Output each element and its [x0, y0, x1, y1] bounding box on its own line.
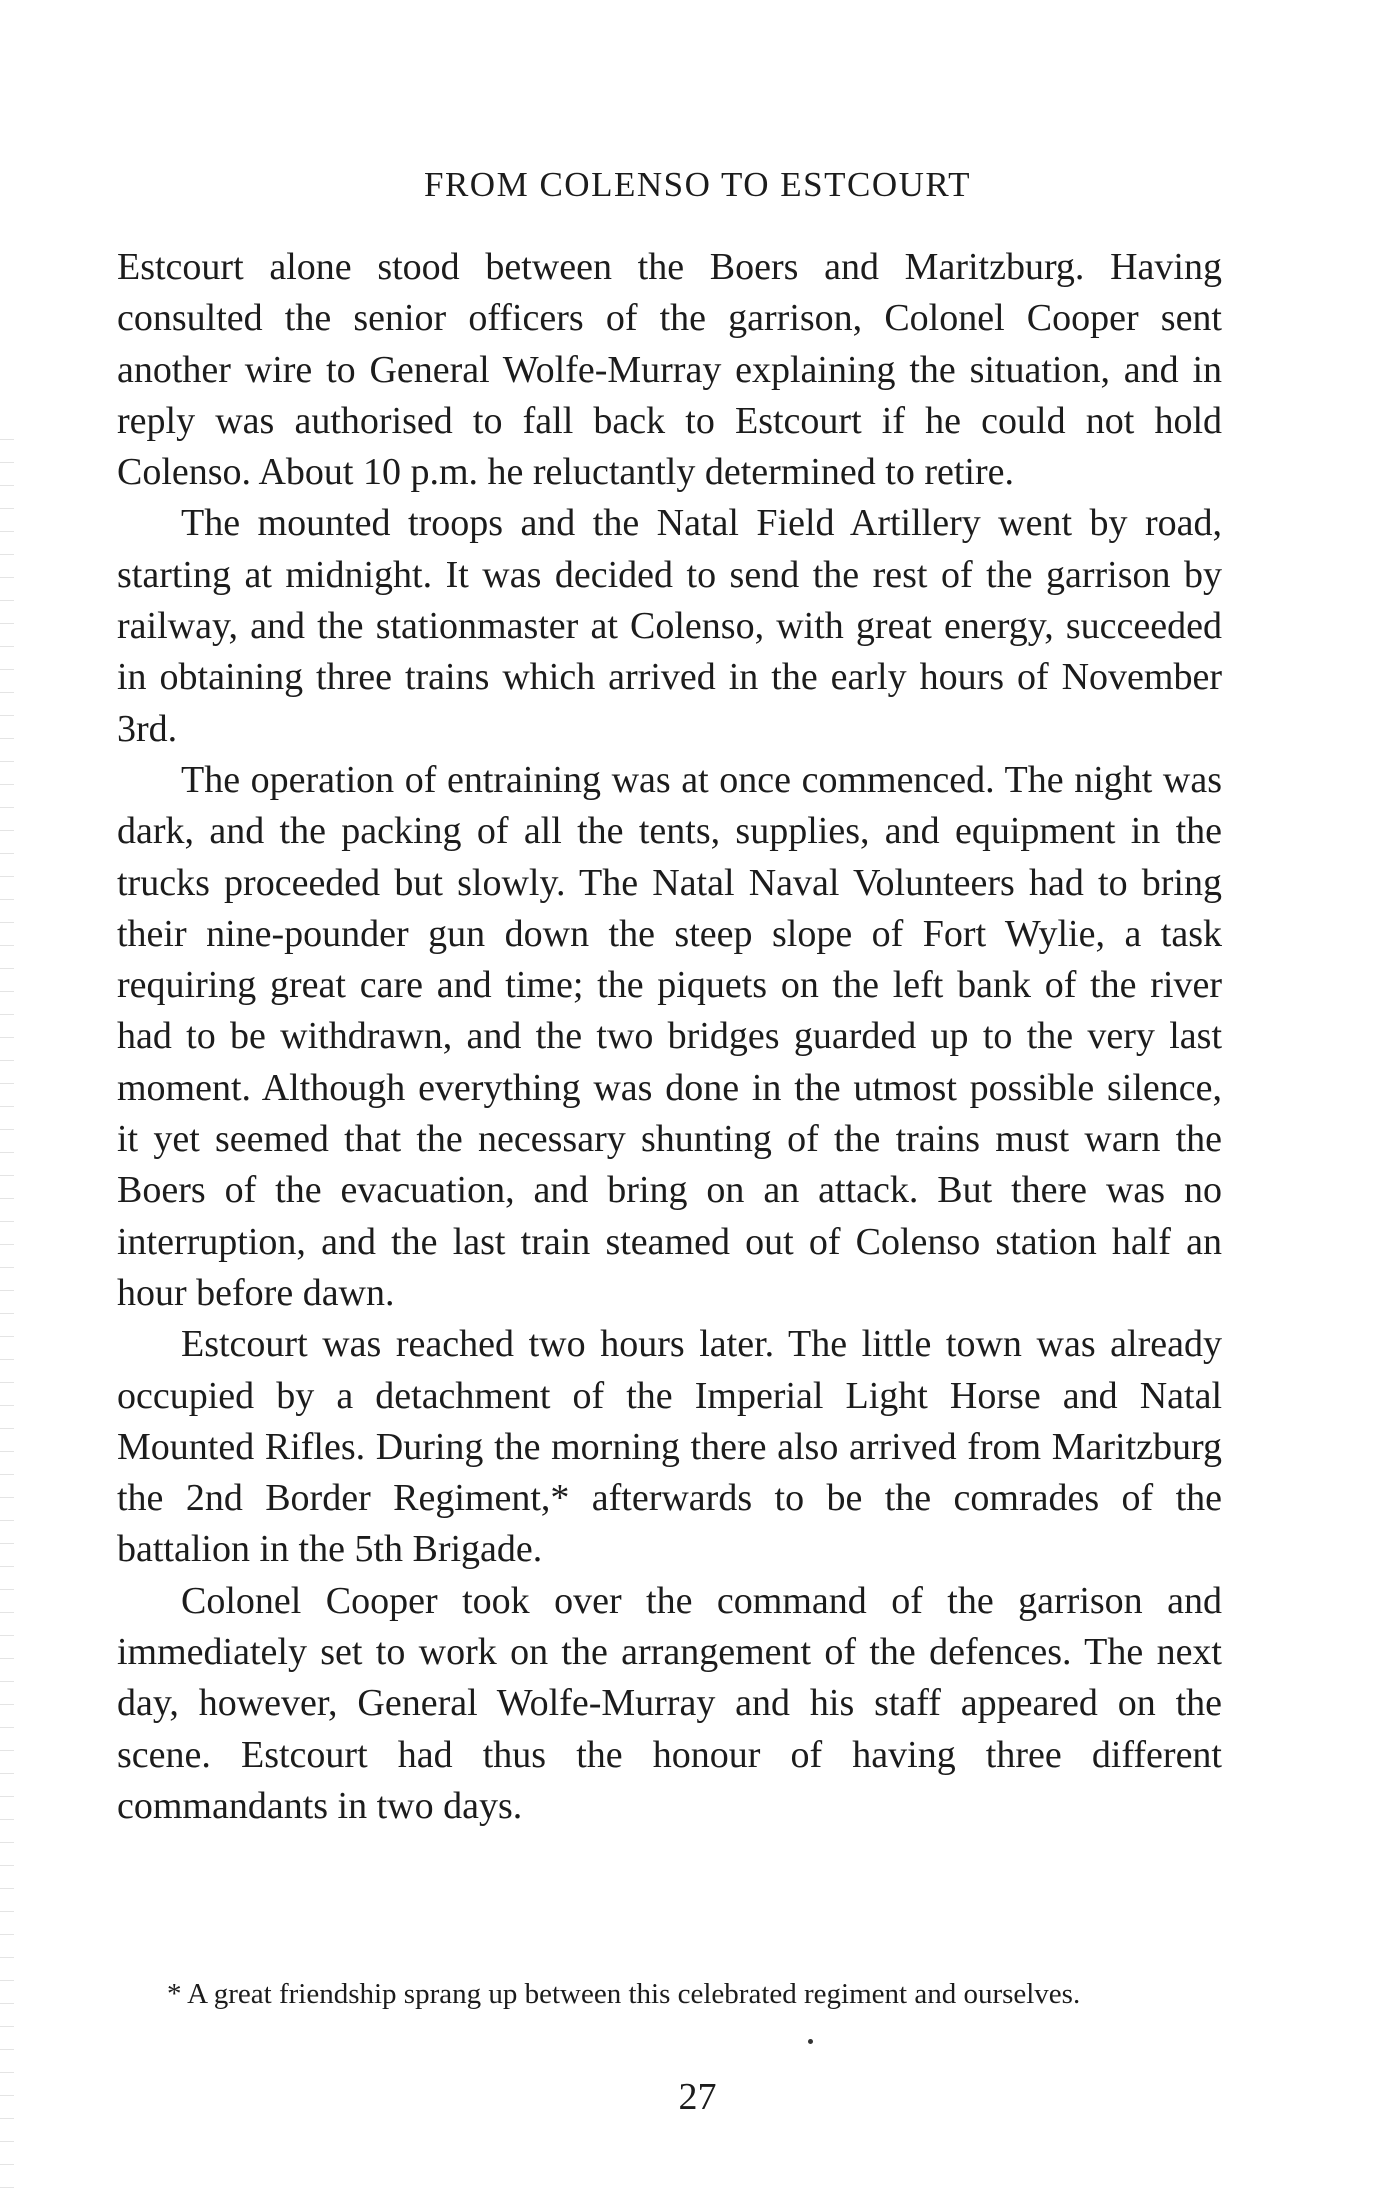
- paragraph-1: Estcourt alone stood between the Boers and Maritzburg. Having consulted the senior officers of the garrison, Colonel Cooper sent another wire to General Wolfe-Murray explaining the situation, and in reply was authorised to fall back to Estcourt if he could not hold Colenso. About 10 p.m. he reluctantly determined to retire.: [117, 246, 1222, 494]
- paragraph-4: Estcourt was reached two hours later. The little town was already occupied by a detachment of the Imperial Light Horse and Natal Mounted Rifles. During the morning there also arrived from Maritzburg the 2nd Border Regiment,* afterwards to be the comrades of the battalion in the 5th Brigade.: [117, 1323, 1222, 1571]
- paragraph-3: The operation of entraining was at once commenced. The night was dark, and the packing of all the tents, supplies, and equipment in the trucks proceeded but slowly. The Natal Naval Volunteers had to bring their nine-pounder gun down the steep slope of Fort Wylie, a task requiring great care and time; the piquets on the left bank of the river had to be withdrawn, and the two bridges guarded up to the very last moment. Although everything was done in the utmost possible silence, it yet seemed that the necessary shunting of the trains must warn the Boers of the evacuation, and bring on an attack. But there was no interruption, and the last train steamed out of Colenso station half an hour before dawn.: [117, 758, 1222, 1314]
- footnote: * A great friendship sprang up between this celebrated regiment and ourselves.: [167, 1978, 1081, 2010]
- paragraph-2: The mounted troops and the Natal Field Artillery went by road, starting at midnight. It was decided to send the rest of the garrison by railway, and the stationmaster at Colenso, with great energy, succeeded in obtaining three trains which arrived in the early hours of November 3rd.: [117, 502, 1222, 750]
- ink-speck: [808, 2039, 813, 2044]
- running-head: FROM COLENSO TO ESTCOURT: [424, 165, 971, 204]
- scan-gutter-edge: [0, 430, 14, 2190]
- paragraph-5: Colonel Cooper took over the command of the garrison and immediately set to work on the arrangement of the defences. The next day, however, General Wolfe-Murray and his staff appeared on the scene. Estcourt had thus the honour of having three different commandants in two days.: [117, 1579, 1222, 1827]
- page-number: 27: [678, 2076, 717, 2118]
- body-text: [117, 242, 1222, 1832]
